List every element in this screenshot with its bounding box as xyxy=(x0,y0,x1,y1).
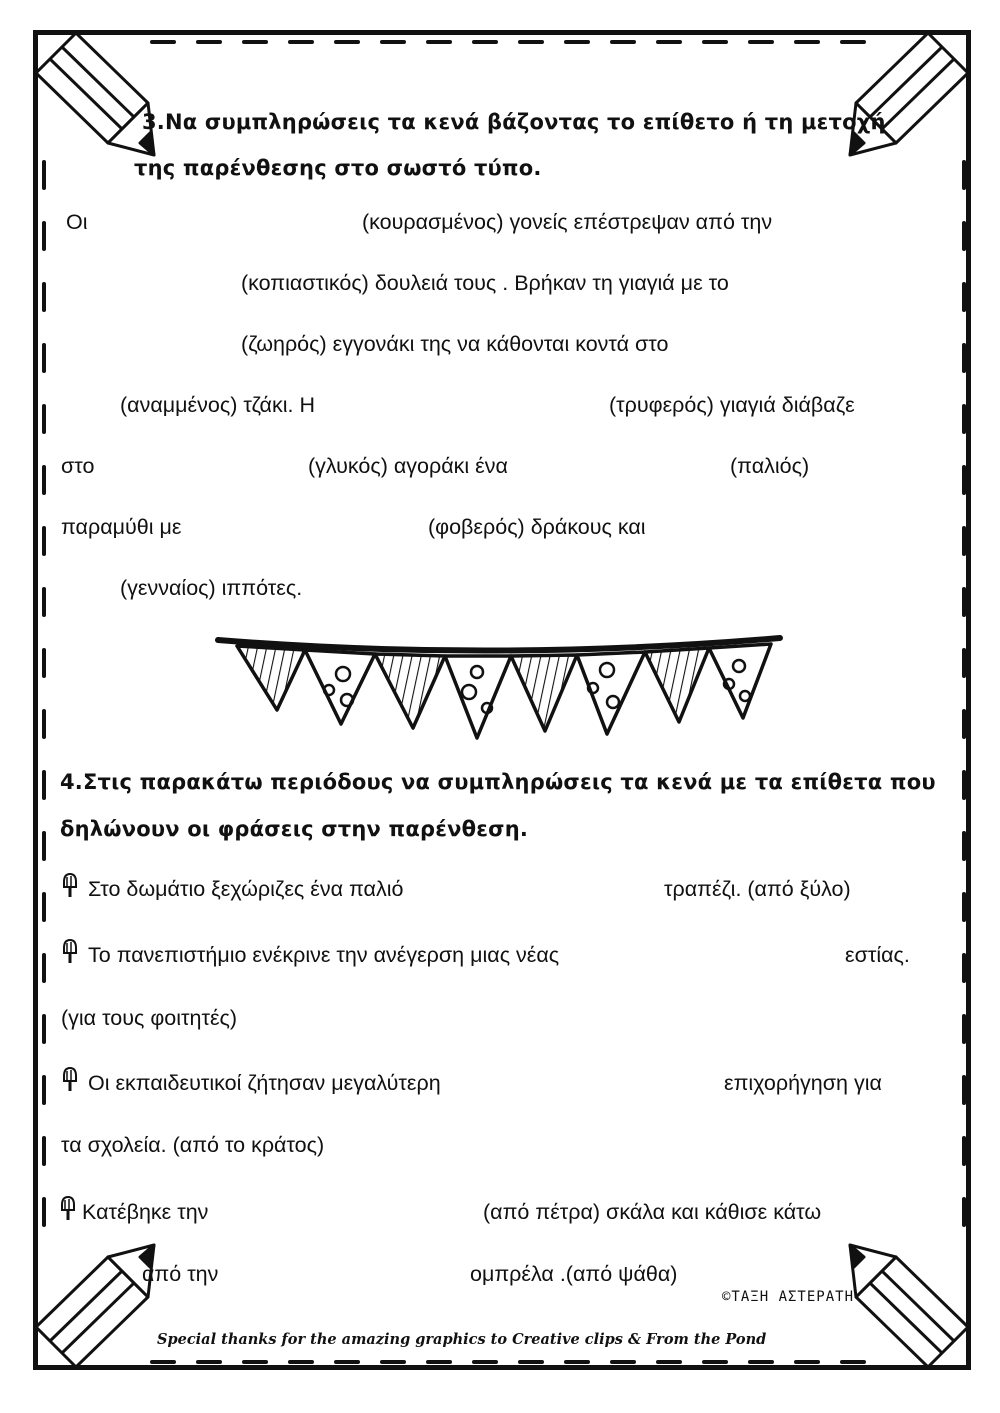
border-dash xyxy=(748,1360,774,1364)
border-dash xyxy=(962,526,966,556)
exercise4-heading-line2: δηλώνουν οι φράσεις στην παρένθεση. xyxy=(60,817,529,841)
border-dash xyxy=(794,40,820,44)
ex4-item2-start: Το πανεπιστήμιο ενέκρινε την ανέγερση μιας νέας xyxy=(88,943,560,967)
ex4-item4-cont-start: από την xyxy=(142,1262,219,1286)
border-dash xyxy=(962,648,966,678)
border-dash xyxy=(962,770,966,800)
ex3-line5-mid: (γλυκός) αγοράκι ένα xyxy=(308,454,508,478)
exercise3-heading-line1: 3.Να συμπληρώσεις τα κενά βάζοντας το επίθετο ή τη μετοχή xyxy=(142,110,886,134)
ex4-item4-end: (από πέτρα) σκάλα και κάθισε κάτω xyxy=(483,1200,822,1224)
border-dash xyxy=(42,648,46,678)
border-dash xyxy=(564,40,590,44)
border-dash xyxy=(962,587,966,617)
popsicle-icon xyxy=(62,873,78,899)
border-dash xyxy=(288,40,314,44)
ex3-line1-end: (κουρασμένος) γονείς επέστρεψαν από την xyxy=(362,210,773,234)
border-dash xyxy=(42,1014,46,1044)
border-dash xyxy=(242,40,268,44)
border-dash xyxy=(242,1360,268,1364)
ex3-line4-end: (τρυφερός) γιαγιά διάβαζε xyxy=(609,393,855,417)
border-dash xyxy=(656,40,682,44)
exercise4-heading-line1: 4.Στις παρακάτω περιόδους να συμπληρώσεις τα κενά με τα επίθετα που xyxy=(60,770,936,794)
border-dash xyxy=(656,1360,682,1364)
ex4-item1-end: τραπέζι. (από ξύλο) xyxy=(664,877,851,901)
border-dash xyxy=(962,1136,966,1166)
border-dash xyxy=(426,1360,452,1364)
ex3-line6-start: παραμύθι με xyxy=(61,515,182,539)
border-dash xyxy=(962,1075,966,1105)
pencil-icon xyxy=(848,33,968,158)
border-dash xyxy=(42,343,46,373)
pencil-icon xyxy=(36,33,156,158)
exercise3-heading-line2: της παρένθεσης στο σωστό τύπο. xyxy=(134,156,542,180)
border-dash xyxy=(380,1360,406,1364)
border-dash xyxy=(334,40,360,44)
border-dash xyxy=(42,831,46,861)
ex4-item3-end: επιχορήγηση για xyxy=(724,1071,882,1095)
ex4-item4-start: Κατέβηκε την xyxy=(82,1200,209,1224)
border-dash xyxy=(794,1360,820,1364)
border-dash xyxy=(962,343,966,373)
author-credit: ©ΤΑΞΗ ΑΣΤΕΡΑΤΗ xyxy=(722,1289,855,1305)
border-dash xyxy=(962,1014,966,1044)
pencil-icon xyxy=(36,1242,156,1367)
border-dash xyxy=(42,1197,46,1227)
ex3-line3: (ζωηρός) εγγονάκι της να κάθονται κοντά στο xyxy=(241,332,669,356)
border-dash xyxy=(42,953,46,983)
border-dash xyxy=(610,1360,636,1364)
bunting-banner-icon xyxy=(215,628,785,746)
border-dash xyxy=(472,40,498,44)
border-dash xyxy=(42,1136,46,1166)
border-dash xyxy=(962,892,966,922)
border-dash xyxy=(702,1360,728,1364)
border-dash xyxy=(334,1360,360,1364)
border-dash xyxy=(42,892,46,922)
ex4-item3-cont: τα σχολεία. (από το κράτος) xyxy=(61,1133,325,1157)
border-dash xyxy=(564,1360,590,1364)
ex4-item2-cont: (για τους φοιτητές) xyxy=(61,1006,238,1030)
graphics-credit: Special thanks for the amazing graphics to Creative clips & From the Pond xyxy=(157,1331,767,1348)
border-dash xyxy=(962,953,966,983)
popsicle-icon xyxy=(62,1067,78,1093)
border-dash xyxy=(42,526,46,556)
border-dash xyxy=(748,40,774,44)
border-dash xyxy=(518,1360,544,1364)
border-dash xyxy=(42,1075,46,1105)
ex3-line6-end: (φοβερός) δράκους και xyxy=(428,515,646,539)
border-dash xyxy=(702,40,728,44)
border-dash xyxy=(962,282,966,312)
ex4-item2-end: εστίας. xyxy=(845,943,910,967)
ex3-line4-start: (αναμμένος) τζάκι. Η xyxy=(120,393,315,417)
border-dash xyxy=(962,465,966,495)
border-dash xyxy=(288,1360,314,1364)
border-dash xyxy=(42,404,46,434)
ex4-item3-start: Οι εκπαιδευτικοί ζήτησαν μεγαλύτερη xyxy=(88,1071,441,1095)
border-dash xyxy=(962,221,966,251)
border-dash xyxy=(42,587,46,617)
border-dash xyxy=(962,404,966,434)
border-dash xyxy=(380,40,406,44)
border-dash xyxy=(962,831,966,861)
border-dash xyxy=(42,770,46,800)
ex3-line1-start: Οι xyxy=(66,210,88,234)
ex3-line5-end: (παλιός) xyxy=(730,454,810,478)
border-dash xyxy=(42,709,46,739)
border-dash xyxy=(962,160,966,190)
border-dash xyxy=(518,40,544,44)
border-dash xyxy=(42,282,46,312)
border-dash xyxy=(42,221,46,251)
ex4-item4-cont-end: ομπρέλα .(από ψάθα) xyxy=(470,1262,678,1286)
border-dash xyxy=(196,40,222,44)
ex4-item1-start: Στο δωμάτιο ξεχώριζες ένα παλιό xyxy=(88,877,404,901)
popsicle-icon xyxy=(62,939,78,965)
border-dash xyxy=(962,709,966,739)
border-dash xyxy=(472,1360,498,1364)
ex3-line7: (γενναίος) ιππότες. xyxy=(120,576,303,600)
pencil-icon xyxy=(848,1242,968,1367)
border-dash xyxy=(42,465,46,495)
popsicle-icon xyxy=(60,1196,76,1222)
border-dash xyxy=(196,1360,222,1364)
border-dash xyxy=(610,40,636,44)
ex3-line2: (κοπιαστικός) δουλειά τους . Βρήκαν τη γιαγιά με το xyxy=(241,271,729,295)
border-dash xyxy=(426,40,452,44)
border-dash xyxy=(42,160,46,190)
ex3-line5-start: στο xyxy=(61,454,95,478)
border-dash xyxy=(962,1197,966,1227)
